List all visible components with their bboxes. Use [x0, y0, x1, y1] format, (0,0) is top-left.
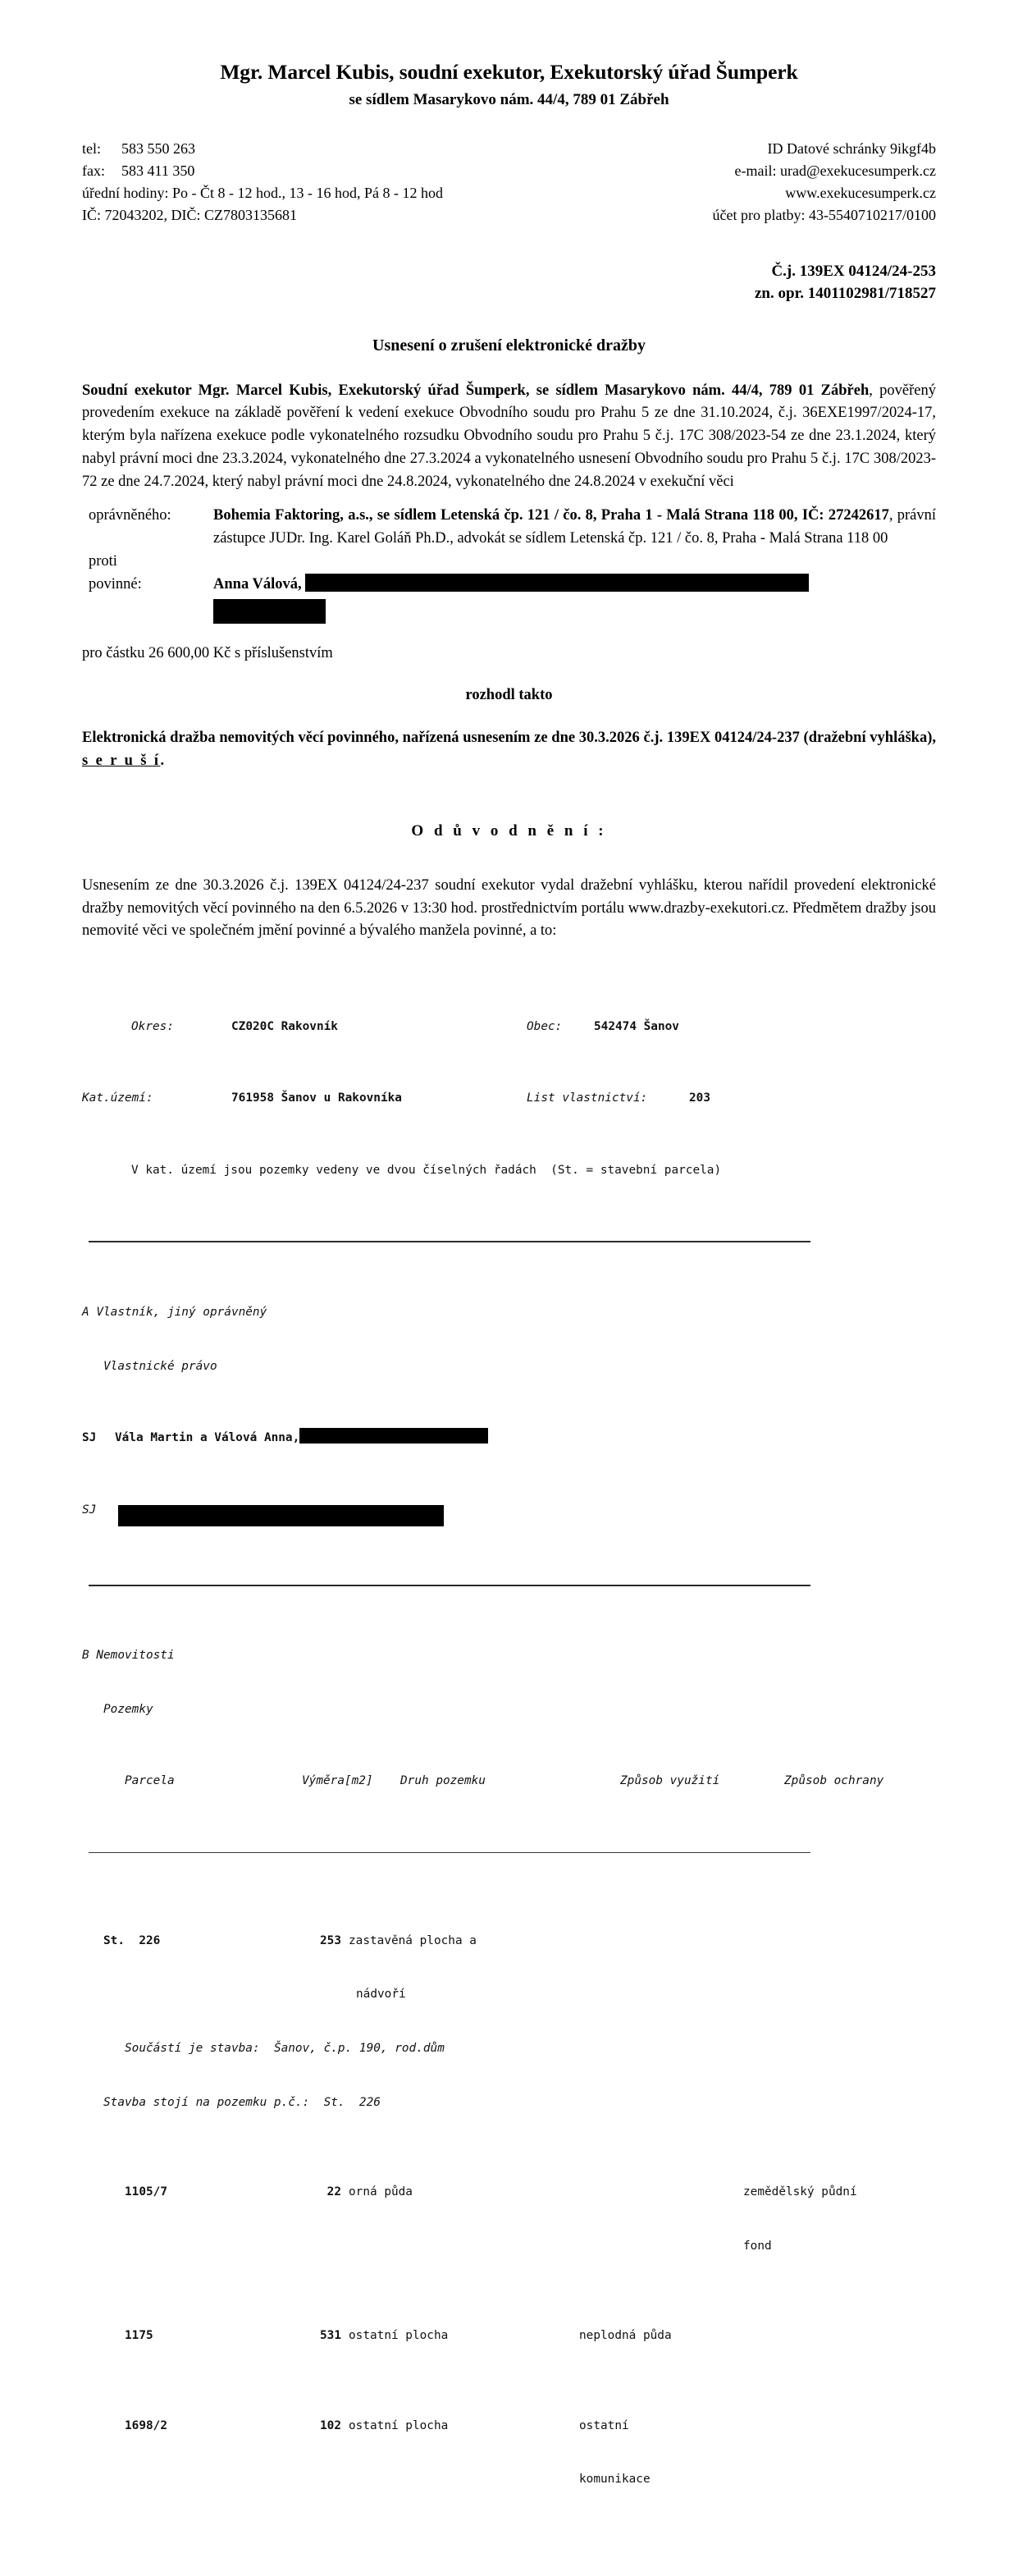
cadastre-obec-label: Obec:: [527, 1019, 563, 1033]
intro-paragraph: [82, 380, 936, 494]
reasoning-heading: O d ů v o d n ě n í :: [411, 821, 607, 840]
debtor-name: Anna Válová,: [213, 575, 302, 593]
cadastre-parcel-row: [82, 2327, 936, 2345]
contact-tel-label: tel:: [82, 140, 101, 157]
contact-company-ids: IČ: 72043202, DIČ: CZ7803135681: [82, 206, 298, 223]
cadastre-parcel-number: 1698/2: [125, 2418, 167, 2432]
cadastre-owner-row-2: [82, 1502, 936, 1523]
cadastre-obec-value: 542474 Šanov: [594, 1019, 679, 1033]
claim-amount: pro částku 26 600,00 Kč s příslušenstvím: [82, 645, 333, 662]
cadastre-owner-prefix-1: SJ: [82, 1431, 97, 1445]
letterhead: [82, 59, 936, 110]
cadastre-kat-label: Kat.území:: [82, 1091, 153, 1105]
cadastre-parcel-row: [82, 1933, 936, 1951]
contact-databox-id: ID Datové schránky 9ikgf4b: [767, 140, 936, 157]
contact-block: [82, 138, 936, 226]
cadastre-parcel-area: 22: [326, 2185, 341, 2199]
creditor-attorney: , právní zástupce JUDr. Ing. Karel Goláň Ph.D., advokát se sídlem Letenská čp. 121 / čo. 8, Praha - Malá Strana 118 00: [213, 507, 936, 547]
cadastre-okres-value: CZ020C Rakovník: [231, 1019, 338, 1033]
cadastre-parcel-number: 1175: [125, 2329, 153, 2343]
cadastre-parcel-number: St. 226: [103, 1933, 161, 1947]
cadastre-building-note-2: Stavba stojí na pozemku p.č.: St. 226: [103, 2095, 381, 2109]
redaction-bar-debtor-address-2: [213, 599, 326, 624]
cadastre-owner-name: Vála Martin a Válová Anna,: [115, 1431, 300, 1445]
creditor-row: [82, 505, 936, 551]
cadastre-parcel-protection: [743, 2418, 936, 2436]
decision-heading: rozhodl takto: [465, 687, 553, 704]
creditor-reference-number: zn. opr. 1401102981/718527: [755, 284, 936, 302]
debtor-label: povinné:: [89, 575, 142, 593]
against-row: [82, 551, 936, 574]
contact-fax-value: 583 411 350: [121, 162, 195, 179]
cadastre-parcel-number: 1105/7: [125, 2185, 167, 2199]
contact-tel-value: 583 550 263: [121, 140, 195, 157]
cadastre-parcel-type: ostatní plocha: [349, 2329, 449, 2343]
cadastre-col-ochrany: Způsob ochrany: [784, 1774, 884, 1788]
creditor-label: oprávněného:: [89, 507, 171, 524]
office-title: Mgr. Marcel Kubis, soudní exekutor, Exekutorský úřad Šumperk: [220, 60, 798, 84]
cadastre-parcel-use: [579, 1933, 743, 1951]
cadastral-extract: [82, 964, 936, 2543]
cadastre-parcel-use: [579, 2184, 743, 2202]
contact-fax-label: fax:: [82, 162, 105, 179]
cadastre-section-b-heading: B Nemovitosti: [82, 1649, 175, 1663]
against-label: proti: [89, 552, 117, 570]
cadastre-parcel-use: ostatní: [579, 2418, 629, 2432]
cadastre-note: V kat. území jsou pozemky vedeny ve dvou číselných řadách (St. = stavební parcela): [131, 1163, 722, 1177]
cadastre-parcel-type: zastavěná plocha a: [349, 1933, 477, 1947]
cadastre-building-note-1: Součástí je stavba: Šanov, č.p. 190, rod.dům: [125, 2041, 445, 2055]
cadastre-okres-label: Okres:: [131, 1019, 174, 1033]
reasoning-paragraph: Usnesením ze dne 30.3.2026 č.j. 139EX 04124/24-237 soudní exekutor vydal dražební vyhlášku, kterou nařídil provedení elektronické dražby nemovitých věcí povinného na den 6.5.2026 v 13:30 hod. prostřednictvím portálu www.drazby-exekutori.cz. Předmětem dražby jsou nemovité věci ve společném jmění povinné a bývalého manžela povinné, a to:: [82, 876, 936, 940]
ruling-text: [82, 727, 936, 773]
cadastre-col-vyuziti: Způsob využití: [620, 1774, 720, 1788]
cadastre-parcel-protection: [743, 2327, 936, 2345]
cadastre-section-a-subheading: Vlastnické právo: [103, 1359, 217, 1373]
cadastre-parcel-protection: zemědělský půdní: [743, 2185, 857, 2199]
case-file-number: Č.j. 139EX 04124/24-253: [771, 262, 936, 280]
cadastre-parcel-row: [82, 2418, 936, 2436]
cadastre-parcel-row: [82, 2184, 936, 2202]
intro-bold-lead: Soudní exekutor Mgr. Marcel Kubis, Exekutorský úřad Šumperk, se sídlem Masarykovo nám. 44/4, 789 01 Zábřeh: [82, 382, 870, 399]
ruling-main: Elektronická dražba nemovitých věcí povinného, nařízená usnesením ze dne 30.3.2026 č.j. 139EX 04124/24-237 (dražební vyhláška),: [82, 730, 936, 747]
parties-block: [82, 505, 936, 624]
document-title: Usnesení o zrušení elektronické dražby: [372, 336, 646, 355]
cadastre-kat-value: 761958 Šanov u Rakovníka: [231, 1091, 402, 1105]
contact-office-hours: úřední hodiny: Po - Čt 8 - 12 hod., 13 - 16 hod, Pá 8 - 12 hod: [82, 184, 443, 201]
office-address: se sídlem Masarykovo nám. 44/4, 789 01 Zábřeh: [349, 90, 669, 108]
cadastre-col-parcela: Parcela: [125, 1774, 175, 1788]
cadastre-parcel-area: 531: [320, 2329, 341, 2343]
ruling-emphasis: s e r u š í: [82, 753, 161, 770]
cadastre-section-b-subheading: Pozemky: [103, 1702, 153, 1716]
intro-remainder: , pověřený provedením exekuce na základě pověření k vedení exekuce Obvodního soudu pro Prahu 5 ze dne 31.10.2024, č.j. 36EXE1997/2024-17, kterým byla nařízena exekuce podle vykonatelného rozsudku Obvodního soudu pro Prahu 5 č.j. 17C 308/2023-54 ze dne 23.1.2024, který nabyl právní moci dne 23.3.2024, vykonatelného dne 27.3.2024 a vykonatelného usnesení Obvodního soudu pro Prahu 5 č.j. 17C 308/2023-72 ze dne 24.7.2024, který nabyl právní moci dne 24.8.2024, vykonatelného dne 24.8.2024 v exekuční věci: [82, 382, 936, 490]
cadastre-parcel-type: orná půda: [349, 2185, 413, 2199]
case-reference-block: [82, 261, 936, 305]
contact-left-column: [82, 138, 443, 226]
cadastre-area-row: [82, 1090, 936, 1108]
cadastre-divider-2: [89, 1585, 810, 1586]
creditor-details: [213, 505, 936, 551]
cadastre-parcel-type-line2: nádvoří: [356, 1988, 406, 2002]
creditor-name-bold: Bohemia Faktoring, a.s., se sídlem Letenská čp. 121 / čo. 8, Praha 1 - Malá Strana 118 00, IČ: 27242617: [213, 507, 889, 524]
cadastre-parcel-use: neplodná půda: [579, 2329, 672, 2343]
cadastre-lv-label: List vlastnictví:: [527, 1091, 648, 1105]
cadastre-parcel-area: 253: [320, 1933, 341, 1947]
redaction-bar-owner-2: [118, 1505, 444, 1526]
cadastre-col-druh: Druh pozemku: [400, 1774, 486, 1788]
cadastre-parcel-protection: [743, 1933, 936, 1951]
cadastre-section-a-heading: A Vlastník, jiný oprávněný: [82, 1306, 267, 1320]
cadastre-divider-1: [89, 1241, 810, 1242]
cadastre-divider-3: [89, 1852, 810, 1853]
cadastre-table-header: [82, 1773, 936, 1791]
redaction-bar-owner-1: [299, 1428, 488, 1444]
cadastre-parcel-type: ostatní plocha: [349, 2418, 449, 2432]
contact-fax-row: [82, 160, 443, 182]
cadastre-district-row: [82, 1018, 936, 1036]
contact-tel-row: [82, 138, 443, 160]
contact-bank-account: účet pro platby: 43-5540710217/0100: [712, 206, 936, 223]
contact-website: www.exekucesumperk.cz: [785, 184, 936, 201]
contact-email: e-mail: urad@exekucesumperk.cz: [734, 162, 936, 179]
contact-right-column: [713, 138, 936, 226]
ruling-period: .: [160, 753, 165, 770]
cadastre-parcel-area: 102: [320, 2418, 341, 2432]
cadastre-parcel-protection-line2: fond: [743, 2239, 772, 2253]
cadastre-parcel-use-line2: komunikace: [579, 2473, 651, 2487]
cadastre-owner-prefix-2: SJ: [82, 1503, 97, 1517]
cadastre-lv-value: 203: [689, 1091, 710, 1105]
debtor-row: [82, 574, 936, 597]
cadastre-owner-row-1: [82, 1430, 936, 1448]
debtor-details: [213, 574, 936, 597]
cadastre-col-vymera: Výměra[m2]: [302, 1774, 373, 1788]
redaction-bar-debtor-address: [305, 574, 809, 592]
